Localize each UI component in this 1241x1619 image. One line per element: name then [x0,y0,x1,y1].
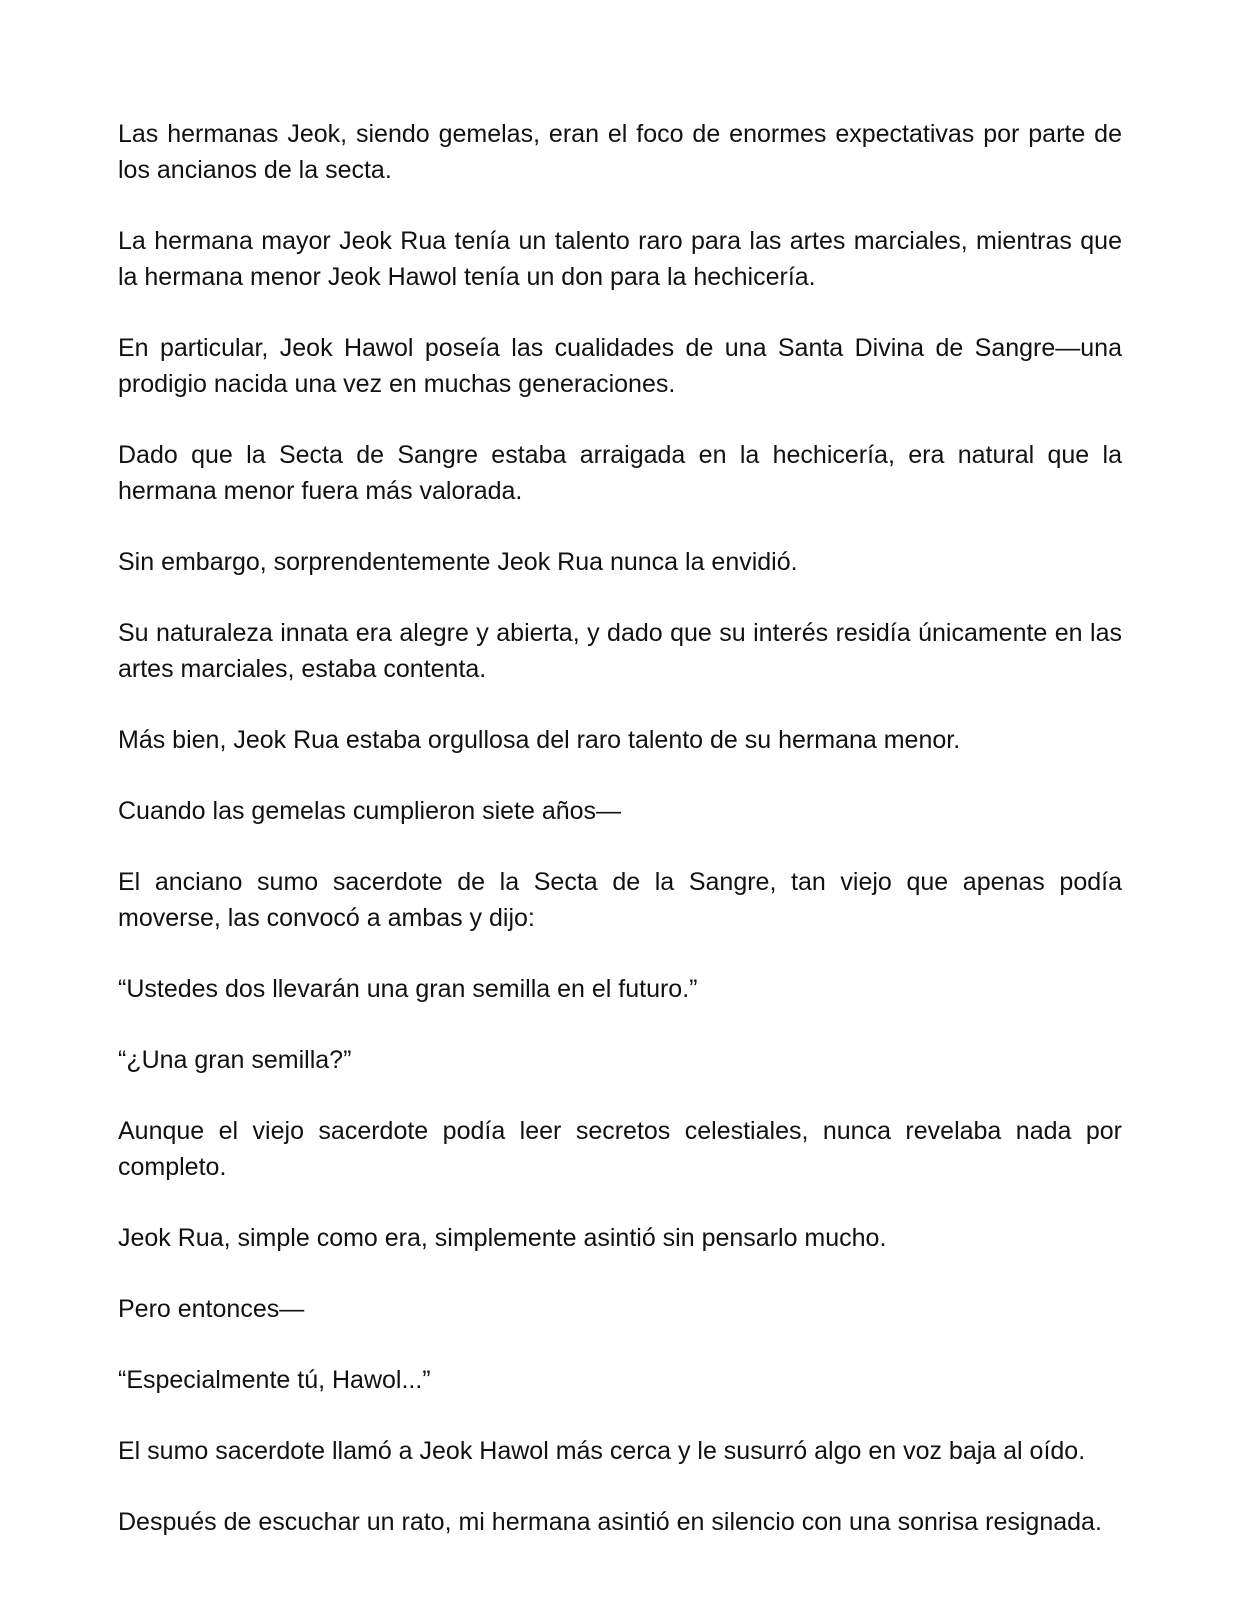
paragraph-10: “Ustedes dos llevarán una gran semilla en el futuro.” [118,975,698,1003]
paragraph-6: Su naturaleza innata era alegre y abierta, y dado que su interés residía únicamente en las artes marciales, estaba contenta. [118,619,1122,683]
paragraph-17: Después de escuchar un rato, mi hermana asintió en silencio con una sonrisa resignada. [118,1508,1102,1536]
paragraph-4: Dado que la Secta de Sangre estaba arraigada en la hechicería, era natural que la hermana menor fuera más valorada. [118,441,1122,505]
paragraph-16: El sumo sacerdote llamó a Jeok Hawol más cerca y le susurró algo en voz baja al oído. [118,1437,1086,1465]
paragraph-14: Pero entonces— [118,1295,305,1323]
paragraph-5: Sin embargo, sorprendentemente Jeok Rua nunca la envidió. [118,548,798,576]
paragraph-12: Aunque el viejo sacerdote podía leer secretos celestiales, nunca revelaba nada por completo. [118,1117,1122,1181]
paragraph-11: “¿Una gran semilla?” [118,1046,352,1074]
document-page [118,116,1122,1540]
paragraph-3: En particular, Jeok Hawol poseía las cualidades de una Santa Divina de Sangre—una prodigio nacida una vez en muchas generaciones. [118,334,1122,398]
paragraph-1: Las hermanas Jeok, siendo gemelas, eran el foco de enormes expectativas por parte de los ancianos de la secta. [118,120,1122,184]
paragraph-15: “Especialmente tú, Hawol...” [118,1366,431,1394]
paragraph-7: Más bien, Jeok Rua estaba orgullosa del raro talento de su hermana menor. [118,726,961,754]
paragraph-8: Cuando las gemelas cumplieron siete años— [118,797,622,825]
paragraph-9: El anciano sumo sacerdote de la Secta de la Sangre, tan viejo que apenas podía moverse, las convocó a ambas y dijo: [118,868,1122,932]
paragraph-13: Jeok Rua, simple como era, simplemente asintió sin pensarlo mucho. [118,1224,887,1252]
paragraph-2: La hermana mayor Jeok Rua tenía un talento raro para las artes marciales, mientras que la hermana menor Jeok Hawol tenía un don para la hechicería. [118,227,1122,291]
